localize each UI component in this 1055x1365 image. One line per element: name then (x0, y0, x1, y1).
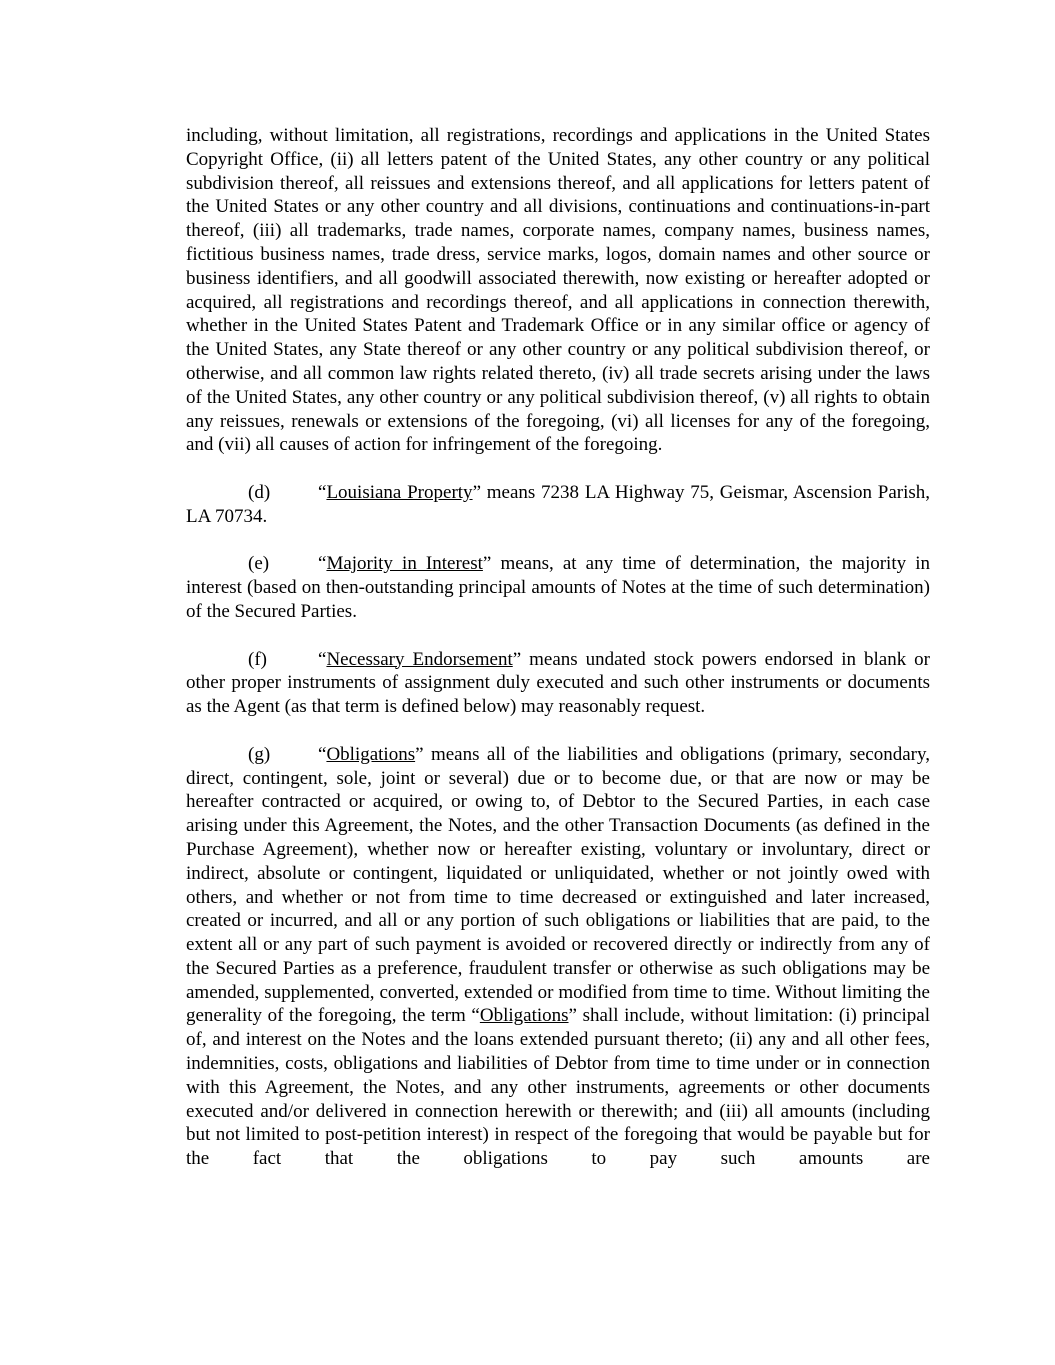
defined-term-louisiana-property: Louisiana Property (326, 481, 473, 503)
definition-text-f: means undated stock powers endorsed in blank or other proper instruments of assignment duly executed and such other instruments or documents as the Agent (as that term is defined below) may reasonably request. (186, 648, 930, 718)
open-quote: “ (471, 1005, 480, 1027)
defined-term-obligations: Obligations (326, 743, 416, 765)
paragraph-g (186, 743, 930, 1171)
paragraph-f (186, 648, 930, 719)
open-quote: “ (318, 648, 327, 670)
definition-text-g-part-2: shall include, without limitation: (i) principal of, and interest on the Notes and the loans extended pursuant thereto; (ii) any and all other fees, indemnities, costs, obligations and liabilities of Debtor from time to time under or in connection with this Agreement, the Notes, and any other instruments, agreements or other documents executed and/or delivered in connection herewith or therewith; and (iii) all amounts (including but not limited to post-petition interest) in respect of the foregoing that would be payable but for the fact that the obligations to pay such amounts are (186, 1005, 930, 1170)
paragraph-d (186, 481, 930, 529)
open-quote: “ (318, 743, 327, 765)
defined-term-obligations-repeat: Obligations (479, 1005, 569, 1027)
enum-g: (g) (248, 743, 271, 765)
enum-d: (d) (248, 481, 271, 503)
close-quote: ” (512, 648, 522, 670)
close-quote: ” (472, 481, 481, 503)
close-quote: ” (415, 743, 424, 765)
paragraph-e (186, 552, 930, 623)
enum-f: (f) (248, 648, 267, 670)
paragraph-intro: including, without limitation, all registrations, recordings and applications in the United States Copyright Office, (ii) all letters patent of the United States, any other country or any political subdivision thereof, all reissues and extensions thereof, and all applications for letters patent of the United States or any other country and all divisions, continuations and continuations-in-part thereof, (iii) all trademarks, trade names, corporate names, company names, business names, fictitious business names, trade dress, service marks, logos, domain names and other source or business identifiers, and all goodwill associated therewith, now existing or hereafter adopted or acquired, all registrations and recordings thereof, and all applications in connection therewith, whether in the United States Patent and Trademark Office or in any similar office or agency of the United States, any State thereof or any other country or any political subdivision thereof, or otherwise, and all common law rights related thereto, (iv) all trade secrets arising under the laws of the United States, any other country or any political subdivision thereof, (v) all rights to obtain any reissues, renewals or extensions of the foregoing, (vi) all licenses for any of the foregoing, and (vii) all causes of action for infringement of the foregoing. (186, 125, 930, 456)
definition-text-d: means 7238 LA Highway 75, Geismar, Ascension Parish, LA 70734. (186, 481, 931, 527)
document-page (186, 124, 930, 1195)
defined-term-necessary-endorsement: Necessary Endorsement (326, 648, 513, 670)
enum-e: (e) (248, 553, 270, 575)
open-quote: “ (318, 553, 327, 575)
close-quote: ” (482, 553, 492, 575)
definition-text-e: means, at any time of determination, the majority in interest (based on then-outstanding principal amounts of Notes at the time of such determination) of the Secured Parties. (186, 553, 930, 622)
close-quote: ” (568, 1005, 577, 1027)
open-quote: “ (318, 481, 327, 503)
definition-text-g-part-1: means all of the liabilities and obligations (primary, secondary, direct, contingent, sole, joint or several) due or to become due, or that are now or may be hereafter contracted or acquired, or owing to, of Debtor to the Secured Parties, in each case arising under this Agreement, the Notes, and the other Transaction Documents (as defined in the Purchase Agreement), whether now or hereafter existing, voluntary or involuntary, direct or indirect, absolute or contingent, liquidated or unliquidated, whether or not jointly owed with others, and whether or not from time to time decreased or extinguished and later increased, created or incurred, and all or any portion of such obligations or liabilities that are paid, to the extent all or any part of such payment is avoided or recovered directly or indirectly from any of the Secured Parties as a preference, fraudulent transfer or otherwise as such obligations may be amended, supplemented, converted, extended or modified from time to time. Without limiting the generality of the foregoing, the term (186, 743, 930, 1027)
defined-term-majority-in-interest: Majority in Interest (326, 553, 483, 575)
